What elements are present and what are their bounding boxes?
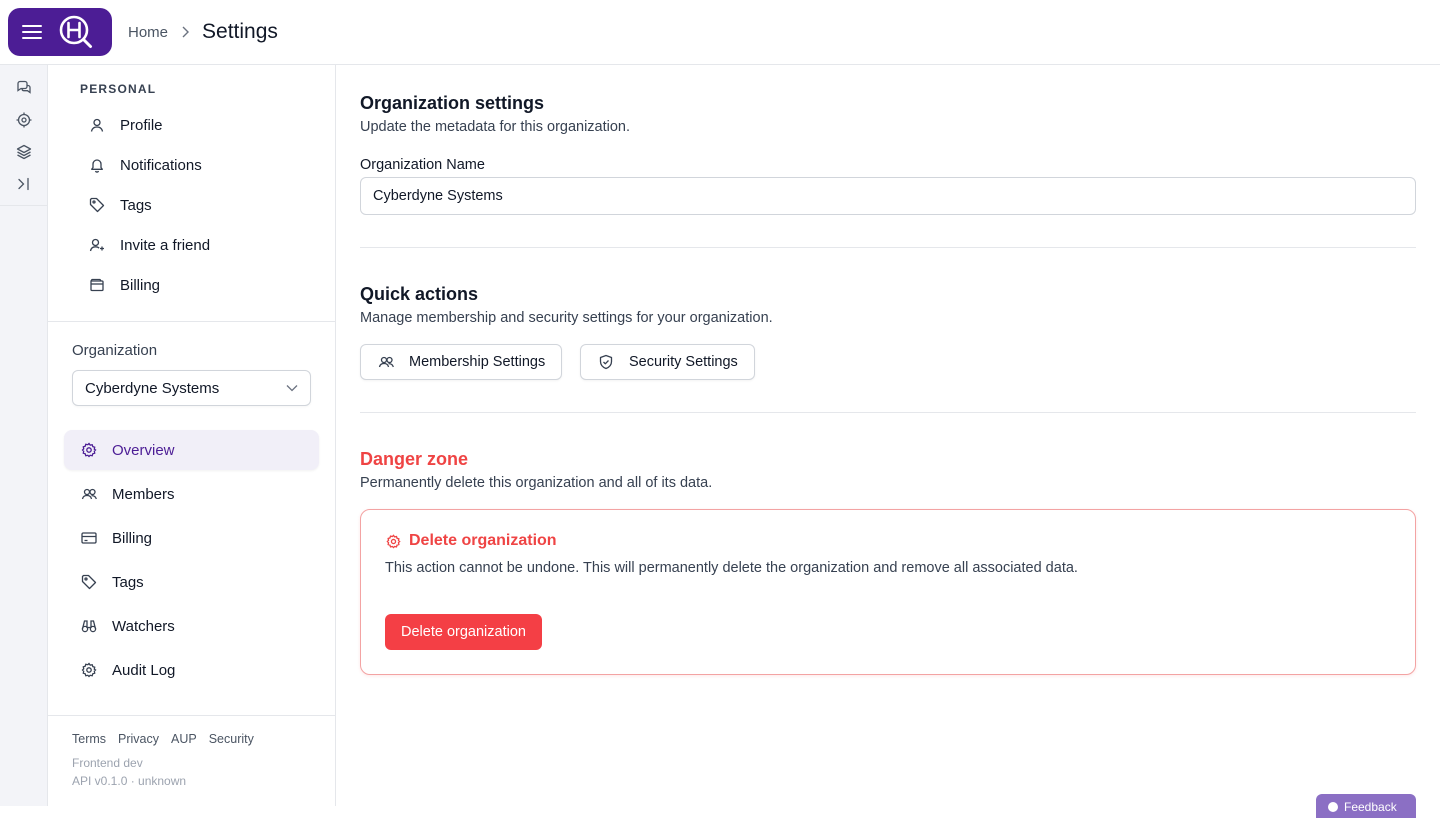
gear-icon <box>80 441 98 459</box>
org-settings-title: Organization settings <box>360 93 545 113</box>
rail-divider <box>0 205 47 206</box>
button-label: Security Settings <box>629 354 738 370</box>
sidebar-item-profile[interactable] <box>80 107 320 143</box>
page-title: Settings <box>202 20 278 43</box>
security-settings-button[interactable] <box>580 344 755 380</box>
quick-actions-subtitle: Manage membership and security settings for your organization. <box>360 310 773 326</box>
app-logo-icon <box>58 14 94 50</box>
membership-settings-button[interactable] <box>360 344 562 380</box>
sidebar-item-tags-org[interactable] <box>64 562 319 602</box>
tag-icon <box>80 573 98 591</box>
footer-link-aup[interactable]: AUP <box>171 732 197 746</box>
sidebar-item-label: Invite a friend <box>120 236 211 254</box>
wallet-icon <box>88 276 106 294</box>
sidebar-item-label: Overview <box>112 441 175 459</box>
icon-rail <box>0 65 48 806</box>
chevron-right-icon <box>180 26 190 38</box>
section-label-personal: PERSONAL <box>80 82 157 96</box>
top-header <box>0 0 1440 65</box>
sidebar-item-label: Billing <box>112 529 153 547</box>
binoculars-icon <box>80 617 98 635</box>
delete-card-description: This action cannot be undone. This will permanently delete the organization and remove all associated data. <box>385 560 1078 576</box>
main-content <box>336 65 1440 806</box>
chevron-down-icon <box>286 384 298 392</box>
sidebar-item-overview[interactable] <box>64 430 319 470</box>
target-icon[interactable] <box>14 110 34 130</box>
sidebar-item-notifications[interactable] <box>80 147 320 183</box>
gear-icon <box>80 661 98 679</box>
sidebar-item-tags[interactable] <box>80 187 320 223</box>
sidebar-item-billing[interactable] <box>80 267 320 303</box>
danger-zone-title: Danger zone <box>360 449 469 469</box>
feedback-label: Feedback <box>1344 800 1397 814</box>
quick-actions-title: Quick actions <box>360 284 479 304</box>
sidebar-item-billing-org[interactable] <box>64 518 319 558</box>
sidebar-item-members[interactable] <box>64 474 319 514</box>
sidebar-item-label: Watchers <box>112 617 175 635</box>
gear-icon <box>385 533 401 549</box>
organization-label: Organization <box>72 342 158 359</box>
delete-card-title-text: Delete organization <box>409 532 557 549</box>
sidebar-item-audit-log[interactable] <box>64 650 319 690</box>
users-icon <box>377 353 395 371</box>
layers-icon[interactable] <box>14 142 34 162</box>
breadcrumb-home-link[interactable]: Home <box>128 23 169 41</box>
app-menu-button[interactable] <box>8 8 112 56</box>
footer-link-terms[interactable]: Terms <box>72 732 107 746</box>
sidebar-item-label: Profile <box>120 116 163 134</box>
delete-organization-button[interactable]: Delete organization <box>385 614 542 650</box>
sidebar-item-label: Members <box>112 485 175 503</box>
tag-icon <box>88 196 106 214</box>
shield-check-icon <box>597 353 615 371</box>
user-icon <box>88 116 106 134</box>
delete-card-title <box>385 532 557 550</box>
hamburger-menu-icon <box>22 24 42 40</box>
api-version-label: API v0.1.0 · unknown <box>72 774 187 788</box>
breadcrumb <box>128 0 278 64</box>
danger-zone-subtitle: Permanently delete this organization and all of its data. <box>360 475 713 491</box>
organization-select-value: Cyberdyne Systems <box>85 379 220 397</box>
sidebar-item-label: Tags <box>112 573 144 591</box>
section-divider <box>360 412 1416 413</box>
footer-link-privacy[interactable]: Privacy <box>118 732 160 746</box>
delete-organization-card <box>360 509 1416 675</box>
sidebar-item-watchers[interactable] <box>64 606 319 646</box>
footer-links <box>72 732 254 746</box>
footer-link-security[interactable]: Security <box>208 732 254 746</box>
environment-label: Frontend dev <box>72 756 143 770</box>
feedback-button[interactable] <box>1316 794 1416 818</box>
sidebar-item-label: Audit Log <box>112 661 176 679</box>
settings-sidebar <box>48 65 336 806</box>
sidebar-divider <box>48 321 335 322</box>
collapse-sidebar-icon[interactable] <box>14 174 34 194</box>
bell-icon <box>88 156 106 174</box>
users-icon <box>80 485 98 503</box>
user-plus-icon <box>88 236 106 254</box>
org-settings-subtitle: Update the metadata for this organization. <box>360 119 631 135</box>
feedback-icon <box>1328 802 1338 812</box>
chat-icon[interactable] <box>14 78 34 98</box>
section-divider <box>360 247 1416 248</box>
sidebar-divider <box>48 715 335 716</box>
org-name-label: Organization Name <box>360 157 485 173</box>
button-label: Membership Settings <box>409 354 546 370</box>
organization-select[interactable] <box>72 370 311 406</box>
credit-card-icon <box>80 529 98 547</box>
org-name-input[interactable] <box>360 177 1416 215</box>
sidebar-item-label: Billing <box>120 276 161 294</box>
sidebar-item-label: Tags <box>120 196 152 214</box>
sidebar-item-invite-a-friend[interactable] <box>80 227 320 263</box>
sidebar-item-label: Notifications <box>120 156 202 174</box>
